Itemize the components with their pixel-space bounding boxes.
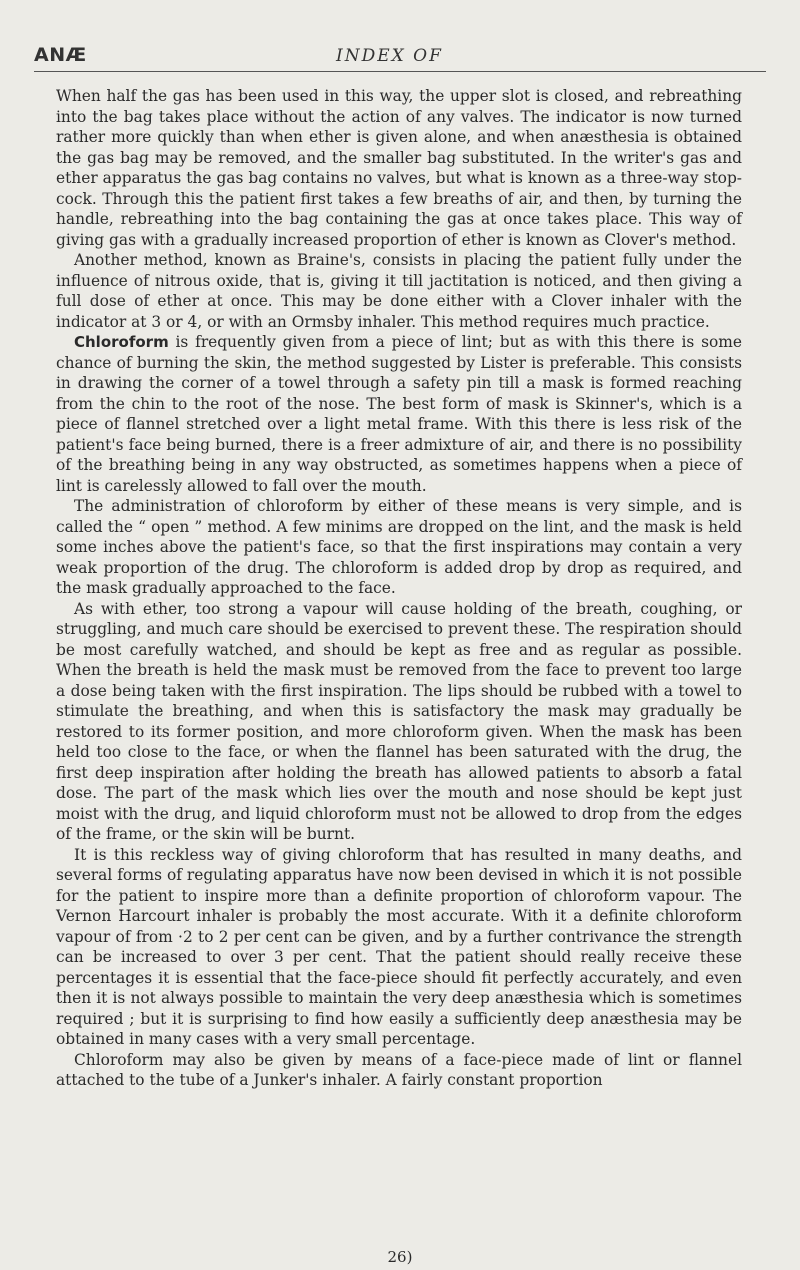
page-number: 26) [387, 1248, 413, 1266]
paragraph [56, 250, 742, 332]
paragraph [56, 599, 742, 845]
paragraph-lead: Chloroform [74, 333, 169, 351]
paragraph-text: It is this reckless way of giving chloroform that has resulted in many deaths, and several forms of regulating apparatus have now been devised in which it is not possible for the patient to inspire more than a definite proportion of chloroform vapour. The Vernon Harcourt inhaler is probably the most accurate. With it a definite chloroform vapour of from ·2 to 2 per cent can be given, and by a further contrivance the strength can be increased to over 3 per cent. That the patient should really receive these percentages it is essential that the face-piece should fit perfectly accurately, and even then it is not always possible to maintain the very deep anæsthesia which is sometimes required ; but it is surprising to find how easily a sufficiently deep anæsthesia may be obtained in many cases with a very small percentage. [56, 845, 742, 1048]
page-header [34, 30, 766, 70]
paragraph [56, 332, 742, 496]
section-tag: ANÆ [34, 44, 87, 66]
header-rule [34, 71, 766, 72]
body-text [56, 86, 742, 1091]
paragraph-text: Chloroform may also be given by means of a face-piece made of lint or flannel attached to the tube of a Junker's inhaler. A fairly constant proportion [56, 1050, 742, 1089]
running-head: INDEX OF [336, 46, 443, 66]
paragraph [56, 496, 742, 599]
paragraph-text: is frequently given from a piece of lint; but as with this there is some chance of burning the skin, the method suggested by Lister is preferable. This consists in drawing the corner of a towel through a safety pin till a mask is formed reaching from the chin to the root of the nose. The best form of mask is Skinner's, which is a piece of flannel stretched over a light metal frame. With this there is less risk of the patient's face being burned, there is a freer admixture of air, and there is no possibility of the breathing being in any way obstructed, as sometimes happens when a piece of lint is carelessly allowed to fall over the mouth. [56, 333, 742, 495]
paragraph-text: Another method, known as Braine's, consists in placing the patient fully under the influence of nitrous oxide, that is, giving it till jactitation is noticed, and then giving a full dose of ether at once. This may be done either with a Clover inhaler with the indicator at 3 or 4, or with an Ormsby inhaler. This method requires much practice. [56, 251, 742, 331]
paragraph-text: As with ether, too strong a vapour will cause holding of the breath, coughing, or struggling, and much care should be exercised to prevent these. The respiration should be most carefully watched, and should be kept as free and as regular as possible. When the breath is held the mask must be removed from the face to prevent too large a dose being taken with the first inspiration. The lips should be rubbed with a towel to stimulate the breathing, and when this is satisfactory the mask may gradually be restored to its former position, and more chloroform given. When the mask has been held too close to the face, or when the flannel has been saturated with the drug, the first deep inspiration after holding the breath has allowed patients to absorb a fatal dose. The part of the mask which lies over the mouth and nose should be kept just moist with the drug, and liquid chloroform must not be allowed to drop from the edges of the frame, or the skin will be burnt. [56, 599, 742, 843]
paragraph [56, 1050, 742, 1091]
paragraph-text: The administration of chloroform by either of these means is very simple, and is called the “ open ” method. A few minims are dropped on the lint, and the mask is held some inches above the patient's face, so that the first inspirations may contain a very weak proportion of the drug. The chloroform is added drop by drop as required, and the mask gradually approached to the face. [56, 497, 742, 597]
paragraph [56, 845, 742, 1050]
paragraph-text: When half the gas has been used in this way, the upper slot is closed, and rebreathing into the bag takes place without the action of any valves. The indicator is now turned rather more quickly than when ether is given alone, and when anæsthesia is obtained the gas bag may be removed, and the smaller bag substituted. In the writer's gas and ether apparatus the gas bag contains no valves, but what is known as a three-way stop-cock. Through this the patient first takes a few breaths of air, and then, by turning the handle, rebreathing into the bag containing the gas at once takes place. This way of giving gas with a gradually increased proportion of ether is known as Clover's method. [56, 87, 742, 249]
paragraph [56, 86, 742, 250]
